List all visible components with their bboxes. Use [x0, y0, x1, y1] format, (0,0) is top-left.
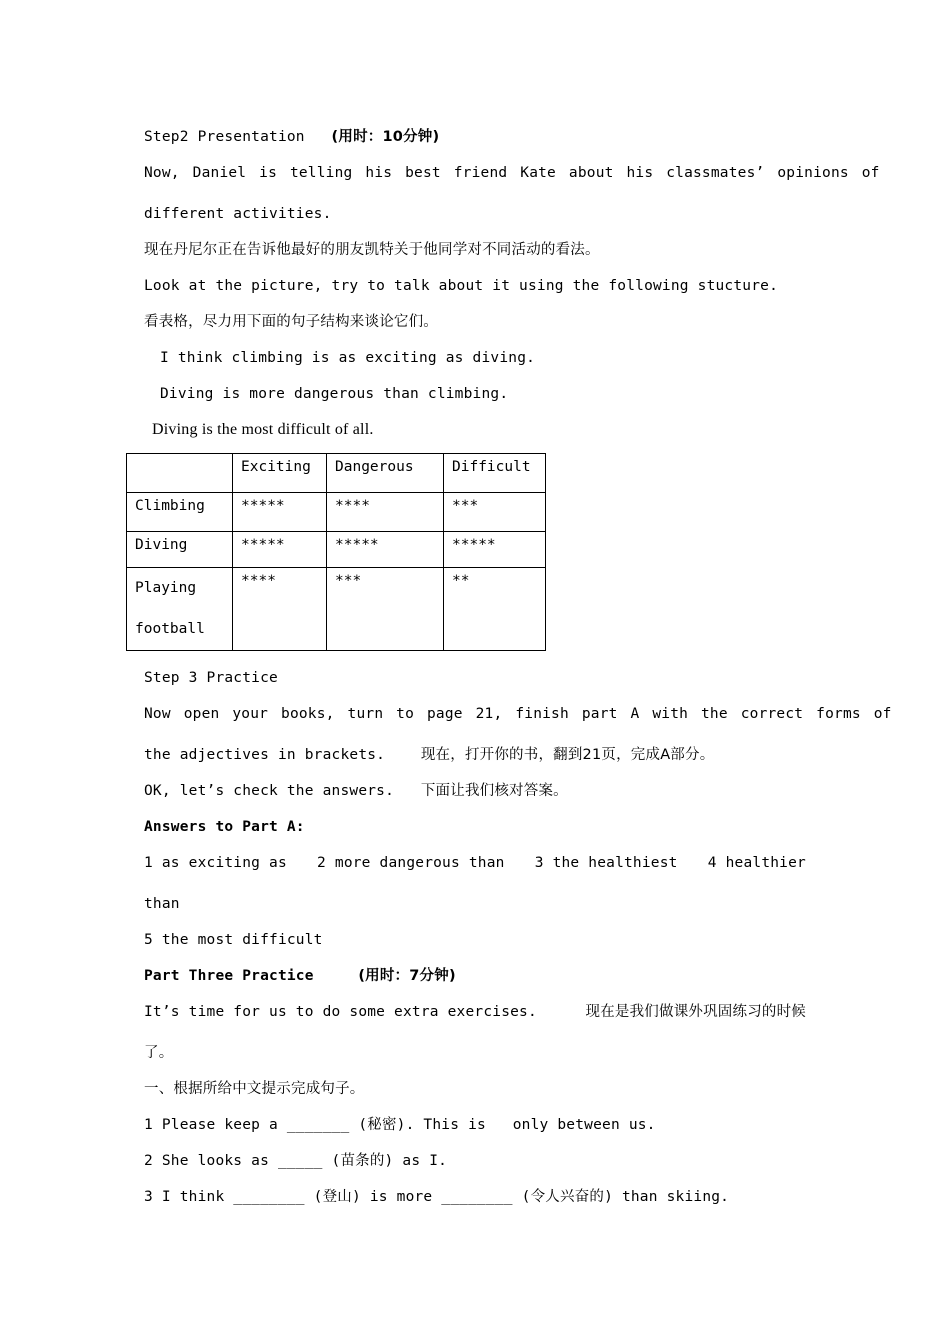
step2-line1b: different activities.: [144, 206, 332, 222]
question-3: 3 I think ________ (登山) is more ________ (令人兴奋的) than skiing.: [144, 1189, 730, 1205]
table-header-cell: Dangerous: [327, 454, 444, 493]
step3-line2: [144, 781, 568, 801]
part3-heading: [144, 966, 456, 986]
answer-5: 5 the most difficult: [144, 932, 323, 948]
step3-line1b: [144, 745, 714, 765]
step3-line2-en: OK, let’s check the answers.: [144, 783, 395, 799]
step3-line1b-en: the adjectives in brackets.: [144, 747, 386, 763]
row-label-line2: football: [135, 621, 205, 637]
part3-line1-cn: 现在是我们做课外巩固练习的时候: [585, 1004, 806, 1020]
table-header-row: [127, 454, 546, 493]
part3-line1-en: It’s time for us to do some extra exercises.: [144, 1004, 537, 1020]
step2-title: Step2 Presentation: [144, 129, 305, 145]
row-label-line1: Playing: [135, 580, 197, 596]
activity-rating-table: [126, 453, 546, 651]
step2-line1: [144, 163, 880, 183]
answer-4: 4 healthier: [707, 855, 806, 871]
answer-2: 2 more dangerous than: [317, 855, 505, 871]
step2-heading: [144, 127, 439, 147]
rating-cell: ****: [233, 568, 327, 651]
question-1: 1 Please keep a _______ (秘密). This is only between us.: [144, 1117, 656, 1133]
exercise-section-title: 一、根据所给中文提示完成句子。: [144, 1081, 365, 1097]
step3-line1: [144, 704, 892, 724]
rating-cell: *****: [444, 532, 546, 568]
rating-cell: *****: [327, 532, 444, 568]
row-label: Climbing: [127, 493, 233, 532]
answers-line: [144, 853, 806, 873]
rating-cell: *****: [233, 532, 327, 568]
step2-cn1: 现在丹尼尔正在告诉他最好的朋友凯特关于他同学对不同活动的看法。: [144, 242, 600, 258]
answers-title: Answers to Part A:: [144, 819, 305, 835]
table-row: [127, 568, 546, 651]
step3-title: Step 3 Practice: [144, 670, 278, 686]
question-2: 2 She looks as _____ (苗条的) as I.: [144, 1153, 448, 1169]
table-row: [127, 493, 546, 532]
example-sentence-2: Diving is more dangerous than climbing.: [160, 386, 509, 402]
example-sentence-3: Diving is the most difficult of all.: [152, 421, 374, 438]
example-sentence-1: I think climbing is as exciting as diving.: [160, 350, 536, 366]
answer-1: 1 as exciting as: [144, 855, 287, 871]
table-header-cell: Difficult: [444, 454, 546, 493]
step3-line2-cn: 下面让我们核对答案。: [420, 783, 568, 799]
table-header-cell: [127, 454, 233, 493]
rating-cell: ****: [327, 493, 444, 532]
step3-line1-text: Now open your books, turn to page 21, finish part A with the correct forms of: [144, 706, 892, 722]
rating-cell: *****: [233, 493, 327, 532]
rating-cell: ***: [444, 493, 546, 532]
part3-time: (用时：7分钟): [358, 968, 456, 984]
row-label: [127, 568, 233, 651]
part3-line1-cont: 了。: [144, 1045, 174, 1061]
answer-3: 3 the healthiest: [534, 855, 678, 871]
rating-cell: ***: [327, 568, 444, 651]
step2-line1-text: Now, Daniel is telling his best friend Kate about his classmates’ opinions of: [144, 165, 880, 181]
row-label: Diving: [127, 532, 233, 568]
answer-4-cont: than: [144, 896, 180, 912]
step3-line1b-cn: 现在，打开你的书，翻到21页，完成A部分。: [420, 747, 715, 763]
step2-time: (用时：10分钟): [331, 129, 440, 145]
table-header-cell: Exciting: [233, 454, 327, 493]
part3-title: Part Three Practice: [144, 968, 314, 984]
part3-line1: [144, 1002, 806, 1022]
table-row: [127, 532, 546, 568]
step2-cn2: 看表格，尽力用下面的句子结构来谈论它们。: [144, 314, 438, 330]
step2-line2: Look at the picture, try to talk about it using the following stucture.: [144, 278, 779, 294]
rating-cell: **: [444, 568, 546, 651]
